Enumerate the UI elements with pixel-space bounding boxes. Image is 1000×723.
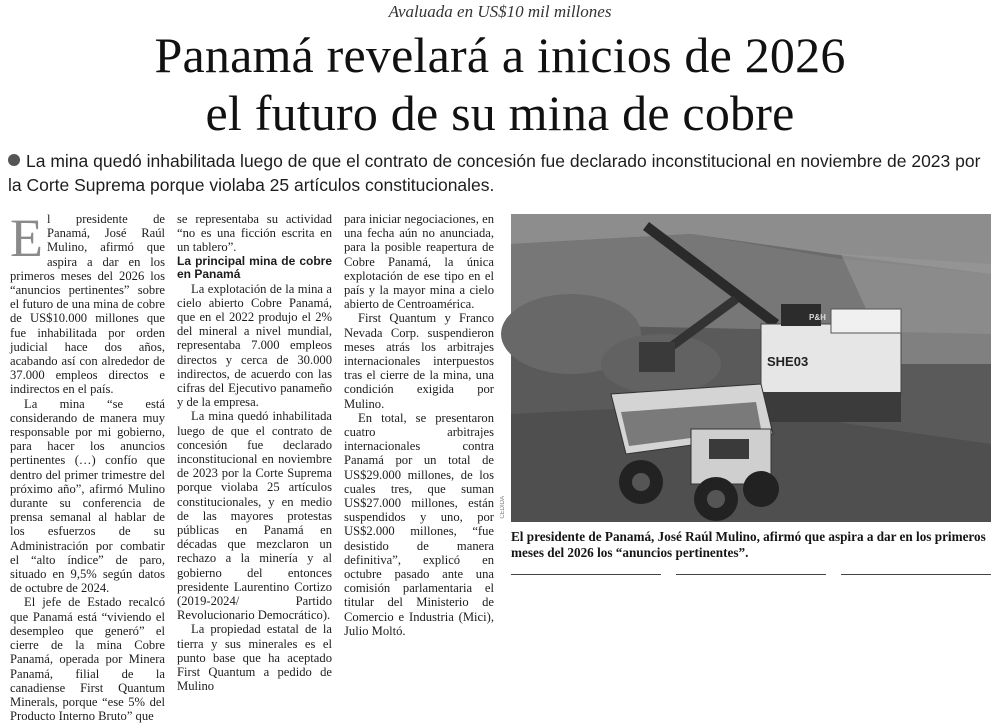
paragraph: La propiedad estatal de la tierra y sus minerales es el punto base que ha aceptado First Quantum a pedido de Mulino <box>177 622 332 694</box>
divider <box>841 574 991 575</box>
paragraph: La mina quedó inhabilitada luego de que el contrato de concesión fue declarado inconstitucional en noviembre de 2023 por la Corte Suprema porque violaba 25 artículos constitucionales, y en medio de las mayores protestas públicas en Panamá en décadas que mezclaron un rechazo a la minería y al gobierno del entonces presidente Laurentino Cortizo (2019-2024/ Partido Revolucionario Democrático). <box>177 409 332 623</box>
headline-line-1: Panamá revelará a inicios de 2026 <box>154 27 846 83</box>
dropcap: E <box>10 208 43 268</box>
deck <box>8 149 993 197</box>
article-column-2 <box>177 212 332 694</box>
photo-credit: CEDIDA <box>500 496 506 519</box>
paragraph: se representaba su actividad “no es una ficción escrita en un tablero”. <box>177 212 332 255</box>
article-column-1 <box>10 208 165 723</box>
shovel-label: SHE03 <box>767 354 809 369</box>
paragraph: La explotación de la mina a cielo abierto Cobre Panamá, que en el 2022 produjo el 2% del mineral a nivel mundial, representaba 7.000 empleos directos y cerca de 30.000 indirectos, de acuerdo con las cifras del Ejecutivo panameño y de la empresa. <box>177 281 332 410</box>
divider <box>676 574 826 575</box>
shovel-brand: P&H <box>809 313 826 322</box>
bullet-icon <box>8 154 20 166</box>
kicker: Avaluada en US$10 mil millones <box>388 2 612 21</box>
paragraph: l presidente de Panamá, José Raúl Mulino, afirmó que aspira a dar en los primeros meses del 2026 los “anuncios pertinentes” sobre el futuro de una mina de cobre de US$10.000 millones que fue inhabilitada por orden judicial hace dos años, acabando así con alrededor de 37.000 empleos directos e indirectos en el país. <box>10 212 165 397</box>
paragraph: La mina “se está considerando de manera muy responsable por mi gobierno, para hacer los anuncios pertinentes (…) confío que dentro del primer trimestre del próximo año”, afirmó Mulino durante su conferencia de prensa semanal al hablar de los esfuerzos de su Administración por combatir el “alto índice” de paro, situado en 9,5% según datos de octubre de 2024. <box>10 396 165 596</box>
mine-photo <box>511 214 991 522</box>
subheading: La principal mina de cobre en Panamá <box>177 253 332 282</box>
paragraph: En total, se presentaron cuatro arbitrajes internacionales contra Panamá por un total de US$29.000 millones, de los cuales tres, que suman US$27.000 millones, están suspendidos y uno, por US$2.000 millones, “fue desistido de manera definitiva”, explicó en octubre pasado ante una comisión parlamentaria el titular del Ministerio de Comercio e Industria (Mici), Julio Moltó. <box>344 410 494 638</box>
headline <box>0 26 1000 142</box>
divider <box>511 574 661 575</box>
paragraph: First Quantum y Franco Nevada Corp. suspendieron meses atrás los arbitrajes internacionales interpuestos tras el cierre de la mina, una condición exigida por Mulino. <box>344 311 494 411</box>
mine-illustration <box>511 214 991 522</box>
deck-text: La mina quedó inhabilitada luego de que el contrato de concesión fue declarado inconstitucional en noviembre de 2023 por la Corte Suprema porque violaba 25 artículos constitucionales. <box>8 151 981 195</box>
paragraph: El jefe de Estado recalcó que Panamá está “viviendo el desempleo que generó” el cierre de la mina Cobre Panamá, operada por Minera Panamá, filial de la canadiense First Quantum Minerals, porque “ese 5% del Producto Interno Bruto” que <box>10 595 165 723</box>
headline-line-2: el futuro de su mina de cobre <box>205 85 795 141</box>
article-column-3 <box>344 212 494 652</box>
paragraph: para iniciar negociaciones, en una fecha aún no anunciada, para la posible reapertura de Cobre Panamá, la única explotación de ese tipo en el país y la mayor mina a cielo abierto de Centroamérica. <box>344 212 494 312</box>
photo-caption: El presidente de Panamá, José Raúl Mulino, afirmó que aspira a dar en los primeros meses del 2026 los “anuncios pertinentes”. <box>511 529 986 560</box>
